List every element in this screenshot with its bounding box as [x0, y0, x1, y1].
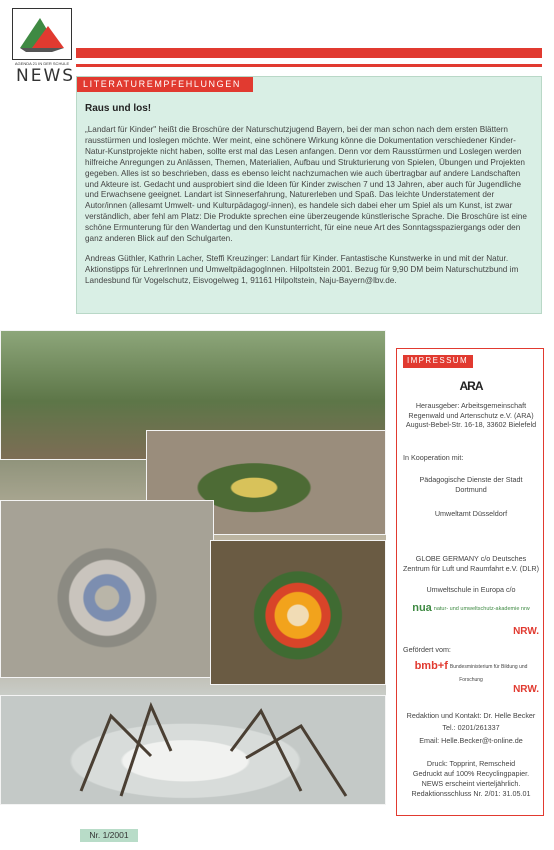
- triangle-logo-icon: [12, 8, 72, 60]
- impressum-section-label: IMPRESSUM: [403, 355, 473, 368]
- partner-dortmund: Pädagogische Dienste der Stadt Dortmund: [419, 475, 523, 494]
- photo-stone-spiral: [0, 500, 214, 678]
- printer-info: Druck: Topprint, Remscheid: [426, 759, 516, 768]
- cooperation-label: In Kooperation mit:: [403, 453, 464, 462]
- nrw-logo: [403, 625, 539, 638]
- photo-flower-mandala: [210, 540, 386, 685]
- partner-umweltschule: Umweltschule in Europa c/o: [426, 585, 516, 594]
- nrw-logo-text: NRW.: [513, 626, 539, 637]
- ara-logo: ARA: [459, 379, 483, 393]
- article-paragraph: „Landart für Kinder" heißt die Broschüre der Naturschutzjugend Bayern, bei der man schon nach dem ersten Blättern rausstürmen und loslegen möchte. Wer meint, eine schönere Wirkung könne die Dokumentation verschiedener Kinder-Natur-Kunstprojekte nicht haben, sollte erst mal das Lesen anfangen. Denn vor dem Rausstürmen und Loslegen werden hilfreiche Anregungen zu Anlässen, Themen, Materialien, Aufbau und Strukturierung von Spielen, Übungen und Projekten gegeben. Alles ist so beschrieben, dass es ebenso leicht nachzumachen wie auch übertragbar auf andere Landschaften und Akteure ist. Gedacht und ausprobiert sind die Ideen für Kinder zwischen 7 und 13 Jahren, aber auch für Jugendliche und Erwachsene geeignet. Landart ist Sinneserfahrung, Naturerleben und Spaß. Das leichte Understatement der Autor/innen (allesamt Umwelt- und Kulturpädagog/-innen), es handele sich dabei eher um Spiel als um Kunst, ist zwar verständlich, aber fehl am Platz: Die Produkte sprechen eine überzeugende künstlerische Sprache. Die Broschüre ist eine schöne Ermunterung für den Wandertag und den Kunstunterricht, für eine neue Art des Sonntagsspaziergangs oder den ganz anderen Blick auf den Schulgarten.: [85, 125, 527, 244]
- recycling-note: Gedruckt auf 100% Recyclingpapier.: [412, 769, 530, 778]
- deadline-note: Redaktionsschluss Nr. 2/01: 31.05.01: [411, 789, 531, 798]
- bmbf-logo-block: [403, 659, 539, 683]
- publisher-info: Herausgeber: Arbeitsgemeinschaft Regenwald und Artenschutz e.V. (ARA) August-Bebel-Str. 16-18, 33602 Bielefeld: [405, 401, 537, 429]
- article-citation: Andreas Güthler, Kathrin Lacher, Steffi Kreuzinger: Landart für Kinder. Fantastische Kunstwerke in und mit der Natur. Aktionstipps für LehrerInnen und UmweltpädagogInnen. Hilpoltstein 2001. Bezug für 9,90 DM beim Naturschutzbund im Landesbund für Vogelschutz, Eisvogelweg 1, 91161 Hilpoltstein, Naju-Bayern@lbv.de.: [85, 253, 519, 285]
- nua-logo-text: natur- und umweltschutz-akademie nrw: [433, 606, 530, 613]
- bmbf-logo: bmb+f: [414, 660, 448, 672]
- header-red-line: [76, 64, 542, 67]
- funded-label: Gefördert vom:: [403, 645, 451, 654]
- editorial-contact: Redaktion und Kontakt: Dr. Helle Becker: [406, 711, 536, 720]
- partner-globe: GLOBE GERMANY c/o Deutsches Zentrum für Luft und Raumfahrt e.V. (DLR): [403, 554, 539, 573]
- logo-caption: AGENDA 21 IN DER SCHULE: [14, 61, 70, 66]
- frequency-note: NEWS erscheint vierteljährlich.: [421, 779, 521, 788]
- phone-number: Tel.: 0201/261337: [442, 723, 500, 732]
- nua-logo: nua: [412, 602, 432, 614]
- nrw-logo-2: [403, 683, 539, 696]
- photo-collage: [0, 330, 386, 805]
- newsletter-title: NEWS: [16, 66, 76, 86]
- article-body: [85, 125, 533, 296]
- nrw-logo-text: NRW.: [513, 684, 539, 695]
- issue-number: Nr. 1/2001: [80, 829, 138, 842]
- bmbf-logo-text: Bundesministerium für Bildung und Forschung: [449, 664, 528, 683]
- header-red-bar: [76, 48, 542, 58]
- nua-logo-block: [403, 601, 539, 616]
- email-address: Email: Helle.Becker@t-online.de: [419, 736, 523, 745]
- photo-sand-spider: [0, 695, 386, 805]
- impressum-panel: [396, 348, 544, 816]
- agenda21-logo: [12, 8, 72, 60]
- literature-panel: [76, 76, 542, 314]
- spider-legs-graphic: [1, 696, 386, 805]
- article-title: Raus und los!: [85, 103, 152, 114]
- partner-duesseldorf: Umweltamt Düsseldorf: [434, 509, 508, 518]
- literature-section-label: LITERATUREMPFEHLUNGEN: [77, 77, 253, 92]
